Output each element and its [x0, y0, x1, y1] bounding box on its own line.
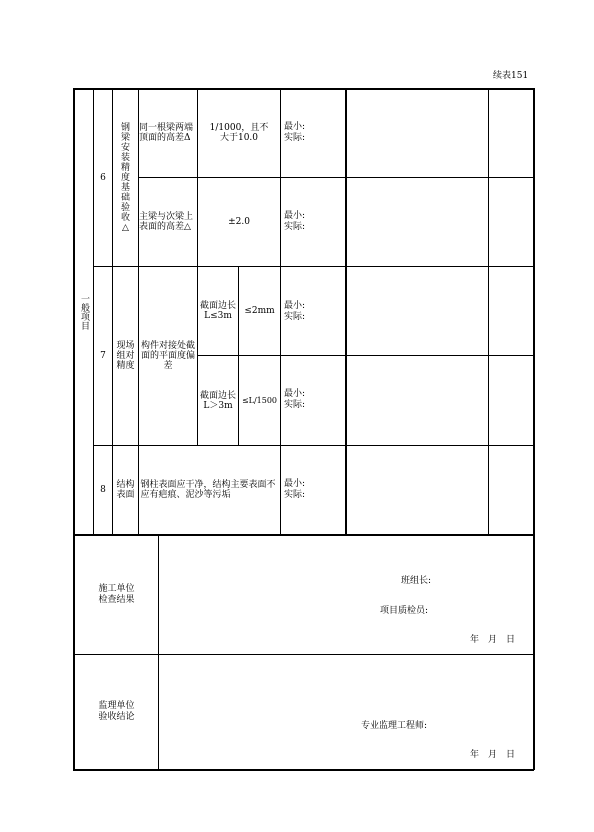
row-7b-tolerance: ≤L/1500: [241, 396, 278, 405]
row-7-number-text: 7: [100, 351, 106, 361]
row-7b-condition: 截面边长L＞3m: [199, 390, 236, 411]
row-8-measure: [284, 479, 305, 501]
row-8-item: 钢柱表面应干净，结构主要表面不应有疤痕、泥沙等污垢: [140, 480, 276, 500]
row-6a-tolerance-cell: [198, 89, 280, 177]
row-7-item: 构件对接处截面的平面度偏差: [140, 341, 195, 371]
actual-label: 实际:: [284, 312, 306, 322]
col-line: [158, 534, 159, 770]
table-border-bottom: [73, 769, 534, 771]
row-6-category: 钢梁安装精度基础验收△: [120, 122, 130, 233]
inspector-label: 项目质检员:: [380, 606, 429, 616]
supervision-label: 监理单位验收结论: [98, 701, 135, 722]
row-7a-condition-cell: [198, 267, 238, 355]
row-6b-tolerance-cell: [198, 178, 280, 266]
row-6b-measure: [284, 211, 305, 233]
min-label: 最小:: [284, 389, 306, 399]
row-8-category-cell: [113, 446, 138, 534]
row-7b-condition-cell: [198, 356, 238, 445]
row-8-category: 结构表面: [116, 480, 135, 500]
col-line: [345, 88, 347, 534]
actual-label: 实际:: [284, 133, 306, 143]
row-7a-tolerance: ≤2mm: [244, 306, 275, 316]
construction-label: 施工单位检查结果: [98, 584, 135, 605]
supervision-date: 年 月 日: [470, 750, 516, 760]
row-6b-tolerance: ±2.0: [228, 217, 250, 227]
min-label: 最小:: [284, 211, 306, 221]
row-6-number: [94, 89, 112, 266]
table-border-right: [533, 88, 535, 770]
table-number: 续表151: [493, 71, 529, 81]
row-7-number: [94, 267, 112, 445]
row-7b-tolerance-cell: [239, 356, 280, 445]
supervision-label-cell: [75, 655, 158, 769]
row-6a-item: 同一根梁两端顶面的高差Δ: [139, 123, 194, 143]
section-label: 一般项目: [79, 294, 89, 330]
construction-date: 年 月 日: [470, 635, 516, 645]
row-7-category-cell: [113, 267, 138, 445]
row-6-category-cell: [113, 89, 138, 266]
row-8-item-cell: [139, 446, 280, 534]
row-6a-item-cell: [139, 89, 197, 177]
construction-label-cell: [75, 536, 158, 654]
row-7a-tolerance-cell: [239, 267, 280, 355]
row-6-number-text: 6: [100, 172, 106, 183]
row-8-number-text: 8: [100, 485, 106, 495]
row-8-number: [94, 446, 112, 534]
col-line: [488, 88, 489, 534]
row-6a-measure: [284, 122, 305, 144]
actual-label: 实际:: [284, 400, 306, 410]
row-7-category: 现场组对精度: [116, 341, 135, 371]
row-7a-measure: [284, 301, 305, 323]
row-6b-item: 主梁与次梁上表面的高差△: [139, 212, 194, 232]
row-7b-measure: [284, 389, 305, 411]
row-7a-condition: 截面边长L≤3m: [199, 301, 236, 321]
supervision-engineer-label: 专业监理工程师:: [361, 721, 428, 731]
min-label: 最小:: [284, 301, 306, 311]
min-label: 最小:: [284, 122, 306, 132]
section-label-cell: [75, 90, 93, 534]
row-7-item-cell: [139, 267, 197, 445]
actual-label: 实际:: [284, 490, 306, 500]
min-label: 最小:: [284, 479, 306, 489]
row-6b-item-cell: [139, 178, 197, 266]
col-line: [280, 88, 281, 534]
row-6a-tolerance: 1/1000，且不大于10.0: [209, 123, 269, 143]
actual-label: 实际:: [284, 222, 306, 232]
team-leader-label: 班组长:: [401, 576, 432, 586]
